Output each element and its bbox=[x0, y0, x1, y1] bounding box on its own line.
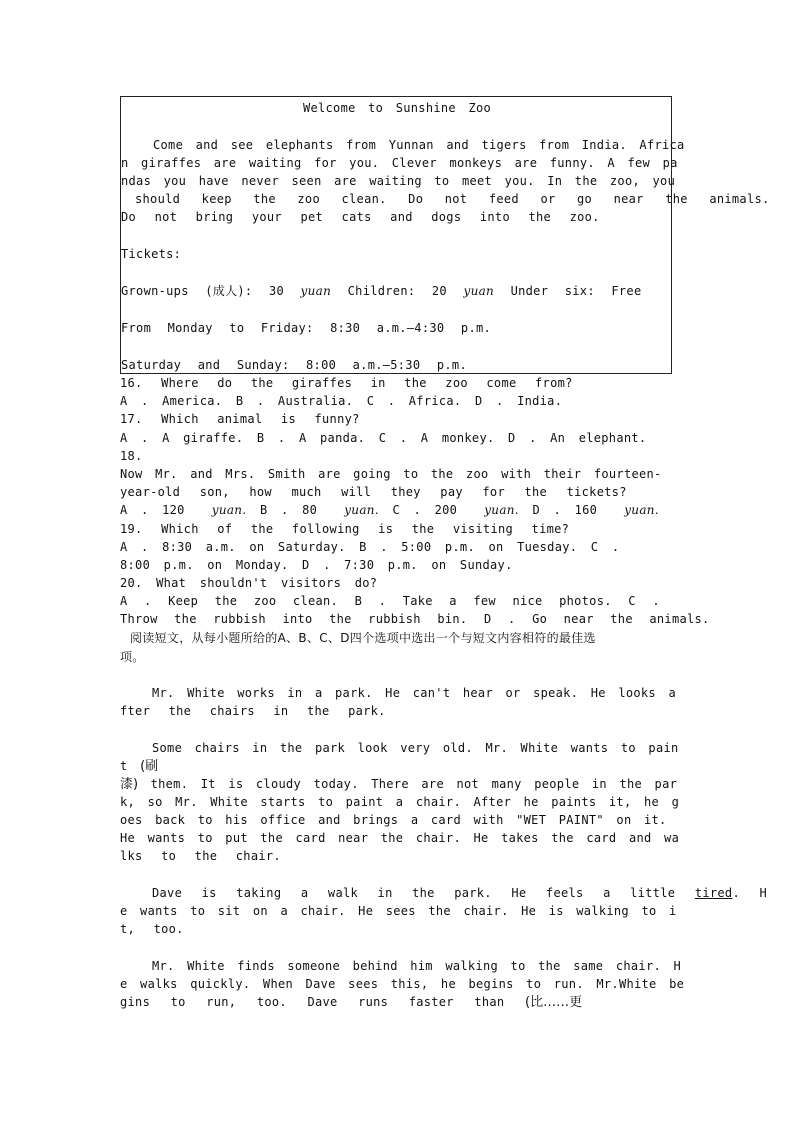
option-a: A . 120 bbox=[120, 503, 185, 517]
notice-body-line-3: ndas you have never seen are waiting to meet you. In the zoo, you bbox=[121, 174, 676, 188]
passage-p2-line-7: lks to the chair. bbox=[120, 849, 281, 863]
notice-body-line-5: Do not bring your pet cats and dogs into the zoo. bbox=[121, 210, 600, 224]
notice-body-line-2: n giraffes are waiting for you. Clever monkeys are funny. A few pa bbox=[121, 156, 678, 170]
question-17-options: A . A giraffe. B . A panda. C . A monkey. D . An elephant. bbox=[120, 431, 647, 445]
children-price: Children: 20 bbox=[347, 284, 447, 298]
passage-p2-line-5: oes back to his office and brings a card with "WET PAINT" on it. bbox=[120, 813, 667, 827]
passage-p2-line-6: He wants to put the card near the chair. He takes the card and wa bbox=[120, 831, 680, 845]
passage-p2-fragment: t bbox=[120, 759, 128, 773]
question-19-options-line-2: 8:00 p.m. on Monday. D . 7:30 p.m. on Sunday. bbox=[120, 558, 513, 572]
zoo-notice-box bbox=[120, 96, 770, 374]
ticket-prices bbox=[121, 282, 673, 300]
question-16-options: A . America. B . Australia. C . Africa. D . India. bbox=[120, 394, 563, 408]
tickets-label: Tickets: bbox=[121, 247, 182, 261]
passage-p2-line-3 bbox=[120, 775, 678, 793]
grownups-price: Grown-ups (成人): 30 bbox=[121, 284, 284, 298]
passage-p4-line-2: e walks quickly. When Dave sees this, he begins to run. Mr.White be bbox=[120, 977, 685, 991]
option-b: B . 80 bbox=[260, 503, 318, 517]
option-c: C . 200 bbox=[392, 503, 458, 517]
notice-body-line-1: Come and see elephants from Yunnan and tigers from India. Africa bbox=[153, 138, 685, 152]
yuan-unit-d: yuan. bbox=[624, 503, 659, 517]
question-17: 17. Which animal is funny? bbox=[120, 412, 360, 426]
passage-p3-line-1 bbox=[120, 884, 768, 902]
passage-p4-gloss: (比……更 bbox=[525, 995, 583, 1010]
passage-p1-line-2: fter the chairs in the park. bbox=[120, 704, 386, 718]
question-20-options-line-2: Throw the rubbish into the rubbish bin. D . Go near the animals. bbox=[120, 612, 710, 626]
option-d: D . 160 bbox=[532, 503, 598, 517]
reading-instruction-line-1: 阅读短文，从每小题所给的A、B、C、D四个选项中选出一个与短文内容相符的最佳选 bbox=[130, 631, 596, 645]
passage-p2-gloss-1: (刷 bbox=[140, 759, 159, 774]
question-19-options-line-1: A . 8:30 a.m. on Saturday. B . 5:00 p.m. on Tuesday. C . bbox=[120, 540, 620, 554]
passage-p4-line-3 bbox=[120, 993, 674, 1011]
weekday-hours: From Monday to Friday: 8:30 a.m.—4:30 p.m. bbox=[121, 321, 492, 335]
passage-p4-line-1: Mr. White finds someone behind him walking to the same chair. H bbox=[152, 959, 682, 973]
passage-p3-line-3: t, too. bbox=[120, 922, 184, 936]
question-20: 20. What shouldn't visitors do? bbox=[120, 576, 378, 590]
passage-p2-gloss-2: 漆) bbox=[120, 777, 139, 792]
under-six-price: Under six: Free bbox=[510, 284, 642, 298]
yuan-unit-b: yuan. bbox=[344, 503, 379, 517]
question-18-options bbox=[120, 501, 674, 519]
weekend-hours: Saturday and Sunday: 8:00 a.m.—5:30 p.m. bbox=[121, 358, 467, 372]
yuan-unit-c: yuan. bbox=[484, 503, 519, 517]
passage-p2-line-1: Some chairs in the park look very old. Mr. White wants to pain bbox=[152, 741, 679, 755]
question-18-number: 18. bbox=[120, 449, 143, 463]
passage-p3-line-2: e wants to sit on a chair. He sees the chair. He is walking to i bbox=[120, 904, 677, 918]
passage-p3-tail: . H bbox=[732, 886, 768, 900]
reading-instruction-line-2: 项。 bbox=[120, 650, 145, 664]
passage-p4-text: gins to run, too. Dave runs faster than bbox=[120, 995, 505, 1009]
yuan-unit-2: yuan bbox=[463, 284, 495, 298]
yuan-unit-a: yuan. bbox=[211, 503, 247, 517]
passage-p2-line-2 bbox=[120, 757, 674, 775]
question-19: 19. Which of the following is the visiting time? bbox=[120, 522, 570, 536]
notice-body-line-4: should keep the zoo clean. Do not feed or go near the animals. bbox=[135, 192, 770, 206]
passage-p2-line-4: k, so Mr. White starts to paint a chair. After he paints it, he g bbox=[120, 795, 680, 809]
passage-p1-line-1: Mr. White works in a park. He can't hear or speak. He looks a bbox=[152, 686, 677, 700]
question-20-options-line-1: A . Keep the zoo clean. B . Take a few nice photos. C . bbox=[120, 594, 660, 608]
question-16: 16. Where do the giraffes in the zoo come from? bbox=[120, 376, 573, 390]
passage-p3-text: Dave is taking a walk in the park. He feels a little bbox=[152, 886, 676, 900]
question-18-line-1: Now Mr. and Mrs. Smith are going to the zoo with their fourteen- bbox=[120, 467, 662, 481]
page-content bbox=[120, 96, 770, 1010]
underlined-word-tired: tired bbox=[694, 886, 733, 900]
question-18-line-2: year-old son, how much will they pay for the tickets? bbox=[120, 485, 627, 499]
notice-title: Welcome to Sunshine Zoo bbox=[302, 101, 492, 115]
passage-p2-line-3-text: them. It is cloudy today. There are not many people in the par bbox=[150, 777, 678, 791]
yuan-unit-1: yuan bbox=[300, 284, 332, 298]
